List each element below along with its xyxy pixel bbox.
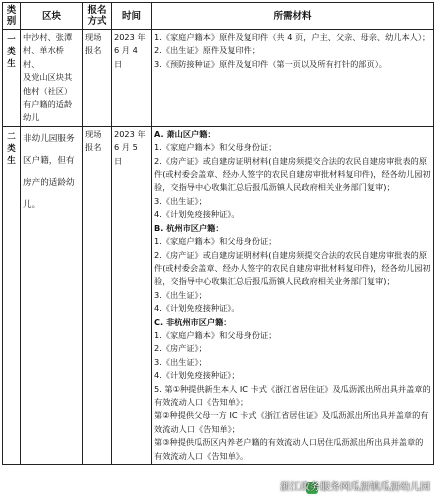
- mode-line: 报名: [85, 45, 102, 56]
- category-char: 二: [7, 131, 16, 142]
- header-area: 区块: [21, 3, 83, 30]
- mode-line: 报名: [85, 142, 102, 153]
- area-line: 有户籍的适龄: [23, 99, 73, 110]
- enrollment-table: [2, 2, 434, 465]
- mode-line: 现场: [85, 128, 102, 139]
- area-line: 区户籍，但有: [23, 155, 75, 166]
- area-line: 及党山区块其: [23, 72, 73, 83]
- material-item: 5. 第①种提供新生本人 IC 卡式《浙江省居住证》及瓜沥派出所出具并盖章的有效流动人口《告知单》；: [154, 383, 431, 407]
- materials-cell: [152, 30, 434, 127]
- header-time: 时间: [112, 3, 152, 30]
- area-cell: [21, 126, 83, 464]
- category-char: 生: [7, 155, 16, 166]
- section-title: C. 非杭州市区户籍：: [154, 316, 232, 327]
- area-line: 他村（社区）: [23, 85, 73, 96]
- category-char: 一: [7, 35, 16, 45]
- material-item: 1.《家庭户籍本》和父母身份证；: [154, 236, 277, 247]
- material-item: 2.《房产证》或自建房证明材料(自建房须提交合法的农民自建房审批表的原件(或村委会盖章、经办人签字的农民自建房审批材料复印件)，经各幼儿园初验，交指导中心收集汇总后报瓜沥镇人民政府相关业务部门复审)；: [154, 155, 431, 193]
- category-char: 类: [7, 47, 16, 57]
- material-item: 2.《房产证》；: [154, 343, 207, 354]
- area-line: 儿。: [23, 199, 41, 210]
- material-item: 1.《家庭户籍本》和父母身份证；: [154, 329, 277, 340]
- area-cell: [21, 30, 83, 127]
- area-line: 幼儿: [23, 112, 40, 123]
- materials-cell: [152, 126, 434, 464]
- table-row: [3, 126, 434, 464]
- time-line: 2023 年: [114, 32, 146, 42]
- material-item: 4.《计划免疫接种证》。: [154, 303, 240, 314]
- material-item: 3.《出生证》；: [154, 356, 207, 367]
- category-cell: [3, 30, 21, 127]
- material-item: 1.《家庭户籍本》和父母身份证；: [154, 142, 277, 153]
- header-materials: 所需材料: [152, 3, 434, 30]
- time-cell: [112, 126, 152, 464]
- header-mode: 报名方式: [83, 3, 112, 30]
- time-cell: [112, 30, 152, 127]
- area-line: 中沙村、张潭: [23, 32, 73, 42]
- time-line: 日: [114, 155, 123, 166]
- header-cat: 类别: [3, 3, 21, 30]
- watermark-text: 浙江政务服务网瓜沥镇瓜沥幼儿园: [280, 482, 430, 493]
- category-cell: [3, 126, 21, 464]
- category-char: 生: [7, 59, 16, 69]
- time-line: 2023 年: [114, 128, 146, 139]
- mode-cell: [83, 30, 112, 127]
- mode-line: 现场: [85, 32, 102, 42]
- material-item: 4.《计划免疫接种证》；: [154, 370, 240, 381]
- area-line: 非幼儿园服务: [23, 133, 75, 144]
- header-row: [3, 3, 434, 30]
- category-char: 类: [7, 143, 16, 154]
- mode-cell: [83, 126, 112, 464]
- area-line: 房产的适龄幼: [23, 177, 75, 188]
- material-item: 3.《出生证》；: [154, 195, 207, 206]
- material-item: 3.《预防接种证》原件及复印件（第一页以及所有打针的部页）。: [154, 58, 387, 69]
- material-item: 2.《房产证》或自建房证明材料(自建房须提交合法的农民自建房审批表的原件(或村委会盖章、经办人签字的农民自建房审批材料复印件)，经各幼儿园初验，交指导中心收集汇总后报瓜沥镇人民政府相关业务部门复审)；: [154, 249, 431, 287]
- section-title: B. 杭州市区户籍：: [154, 222, 224, 233]
- table-row: [3, 30, 434, 127]
- material-item: 4.《计划免疫接种证》。: [154, 209, 240, 220]
- material-item: 第③种提供瓜沥区内养老户籍的有效流动人口居住瓜沥派出所出具并盖章的有效流动人口《告知单》。: [154, 437, 424, 461]
- material-item: 第②种提供父母一方 IC 卡式《浙江省居住证》及瓜沥派出所出具并盖章的有效流动人口《告知单》；: [154, 410, 429, 434]
- material-item: 1.《家庭户籍本》原件及复印件（共 4 页，户主、父亲、母亲、幼儿本人）；: [154, 32, 431, 42]
- time-line: 6 月 5: [114, 142, 138, 153]
- material-item: 2.《出生证》原件及复印件；: [154, 45, 261, 56]
- time-line: 日: [114, 58, 123, 69]
- area-line: 村、单水桥村、: [23, 45, 64, 69]
- section-title: A. 萧山区户籍：: [154, 128, 216, 139]
- material-item: 3.《出生证》；: [154, 289, 207, 300]
- time-line: 6 月 4: [114, 45, 138, 56]
